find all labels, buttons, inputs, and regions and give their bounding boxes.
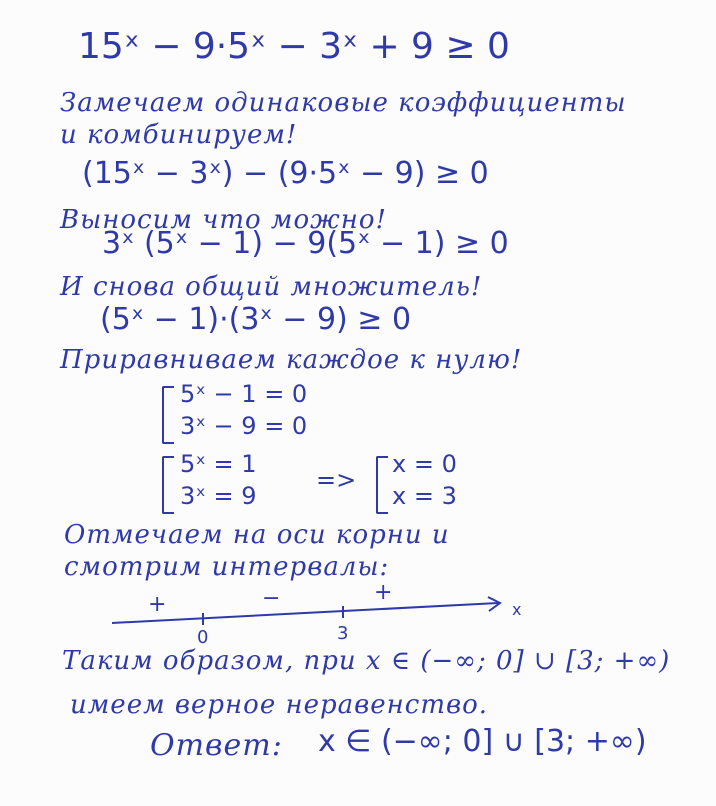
root-x-equals-0: x = 0	[392, 450, 457, 478]
note-set-to-zero: Приравниваем каждое к нулю!	[60, 345, 523, 375]
implies-arrow: =>	[316, 466, 357, 494]
note-factor-out: Выносим что можно!	[60, 205, 387, 235]
inequality-grouped: (15ˣ − 3ˣ) − (9·5ˣ − 9) ≥ 0	[82, 156, 489, 191]
conclusion-correct-inequality: имеем верное неравенство.	[70, 690, 489, 720]
number-line-axis	[112, 603, 498, 623]
axis-variable-label: x	[512, 600, 522, 619]
note-look-intervals: смотрим интервалы:	[64, 552, 390, 582]
number-line	[100, 585, 540, 645]
conclusion-line: Таким образом, при x ∈ (−∞; 0] ∪ [3; +∞)	[62, 646, 671, 676]
sign-right: +	[374, 585, 393, 605]
system-eq-5x-equals-1: 5ˣ = 1	[180, 450, 257, 478]
system-bracket	[162, 386, 174, 444]
note-mark-roots: Отмечаем на оси корни и	[64, 520, 450, 550]
answer-value: x ∈ (−∞; 0] ∪ [3; +∞)	[318, 724, 647, 759]
system-bracket	[162, 456, 174, 514]
note-same-coefficients: Замечаем одинаковые коэффициенты	[60, 88, 627, 118]
system-eq-5x: 5ˣ − 1 = 0	[180, 380, 308, 408]
system-bracket	[376, 456, 388, 514]
answer-label: Ответ:	[150, 728, 283, 763]
inequality-factored: 3ˣ (5ˣ − 1) − 9(5ˣ − 1) ≥ 0	[102, 226, 509, 261]
sign-left: +	[148, 592, 167, 617]
point-three-label: 3	[337, 623, 349, 644]
note-common-factor: И снова общий множитель!	[60, 272, 483, 302]
point-zero-label: 0	[197, 627, 209, 645]
note-combine: и комбинируем!	[60, 120, 298, 150]
sign-middle: −	[262, 586, 281, 611]
root-x-equals-3: x = 3	[392, 482, 457, 510]
inequality-original: 15ˣ − 9·5ˣ − 3ˣ + 9 ≥ 0	[78, 26, 510, 67]
system-eq-3x: 3ˣ − 9 = 0	[180, 412, 308, 440]
system-eq-3x-equals-9: 3ˣ = 9	[180, 482, 257, 510]
inequality-product: (5ˣ − 1)·(3ˣ − 9) ≥ 0	[100, 302, 412, 337]
